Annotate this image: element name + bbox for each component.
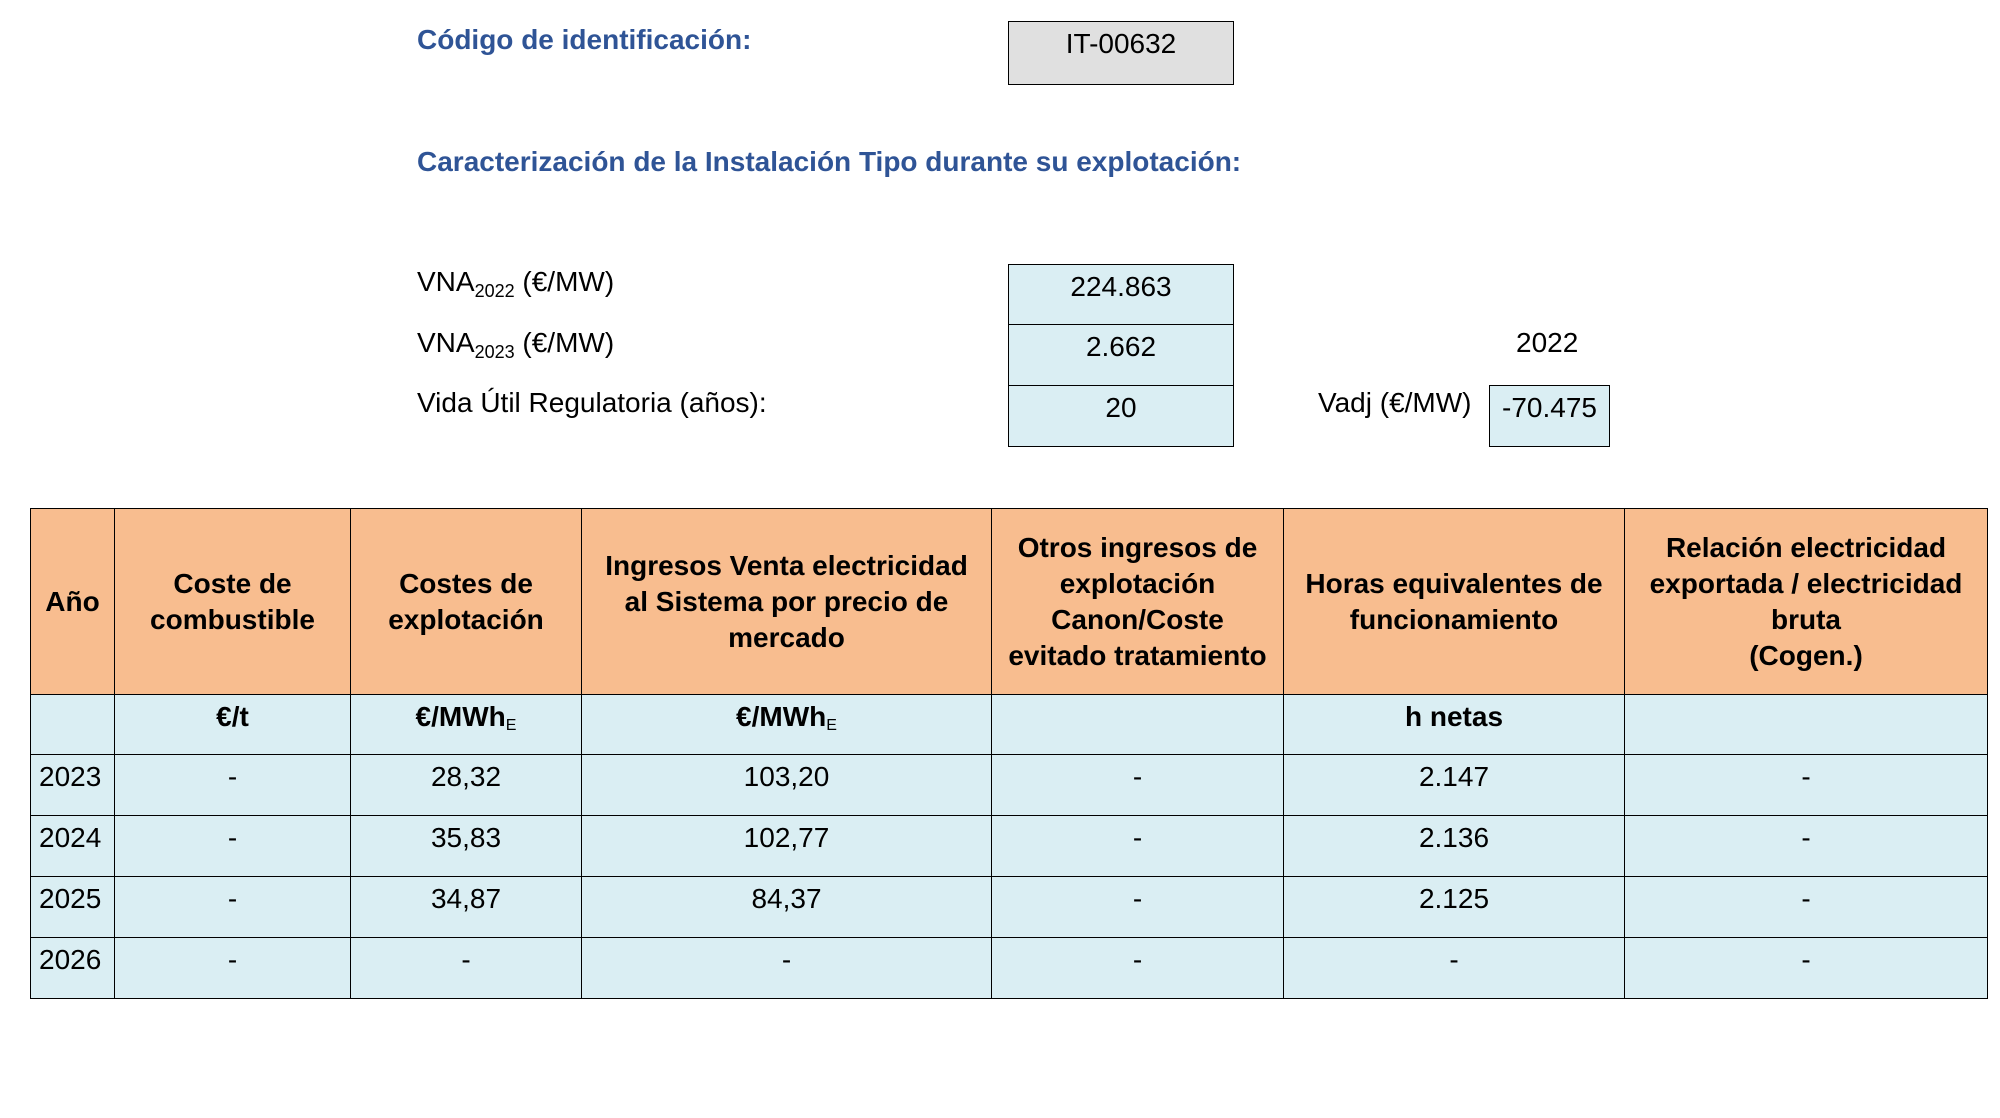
vna2023-value: 2.662 xyxy=(1008,324,1234,386)
unit-ano xyxy=(31,695,115,755)
cell-otros: - xyxy=(992,877,1284,938)
cell-horas: 2.136 xyxy=(1284,816,1625,877)
cell-ingresos: 84,37 xyxy=(582,877,992,938)
cell-horas: - xyxy=(1284,938,1625,999)
units-row xyxy=(31,695,1988,755)
cell-combustible: - xyxy=(115,938,351,999)
unit-ingresos: €/MWh$_E$ xyxy=(582,695,992,755)
vadj-label: Vadj (€/MW) xyxy=(1318,387,1472,418)
vna2022-value: 224.863 xyxy=(1008,264,1234,325)
id-label: Código de identificación: xyxy=(417,24,752,55)
unit-otros xyxy=(992,695,1284,755)
unit-combustible: €/t xyxy=(115,695,351,755)
unit-horas: h netas xyxy=(1284,695,1625,755)
col-header-explotacion: Costes de explotación xyxy=(351,509,582,695)
cell-horas: 2.147 xyxy=(1284,755,1625,816)
table-row xyxy=(31,816,1988,877)
vadj-year: 2022 xyxy=(1516,327,1579,358)
cell-year: 2023 xyxy=(31,755,115,816)
cell-relacion: - xyxy=(1625,877,1988,938)
cell-combustible: - xyxy=(115,816,351,877)
col-header-horas: Horas equivalentes de funcionamiento xyxy=(1284,509,1625,695)
vna2023-label: $VNA_{2023}$ (€/MW) xyxy=(417,327,615,362)
vadj-value: -70.475 xyxy=(1489,385,1610,447)
explotacion-table xyxy=(30,508,1988,999)
col-header-otros: Otros ingresos de explotación Canon/Coste evitado tratamiento xyxy=(992,509,1284,695)
unit-relacion xyxy=(1625,695,1988,755)
cell-otros: - xyxy=(992,755,1284,816)
cell-explotacion: 35,83 xyxy=(351,816,582,877)
vida-util-label: Vida Útil Regulatoria (años): xyxy=(417,387,767,418)
cell-ingresos: 103,20 xyxy=(582,755,992,816)
table-row xyxy=(31,877,1988,938)
vida-util-value: 20 xyxy=(1008,385,1234,447)
caracterizacion-title: Caracterización de la Instalación Tipo durante su explotación: xyxy=(417,146,1242,177)
vna2022-label: $VNA_{2022}$ (€/MW) xyxy=(417,266,615,301)
cell-relacion: - xyxy=(1625,755,1988,816)
cell-combustible: - xyxy=(115,877,351,938)
header-row xyxy=(31,509,1988,695)
table-row xyxy=(31,938,1988,999)
cell-year: 2026 xyxy=(31,938,115,999)
cell-horas: 2.125 xyxy=(1284,877,1625,938)
cell-relacion: - xyxy=(1625,816,1988,877)
col-header-relacion: Relación electricidad exportada / electricidad bruta (Cogen.) xyxy=(1625,509,1988,695)
cell-year: 2024 xyxy=(31,816,115,877)
cell-otros: - xyxy=(992,816,1284,877)
cell-otros: - xyxy=(992,938,1284,999)
col-header-ano: Año xyxy=(31,509,115,695)
cell-combustible: - xyxy=(115,755,351,816)
cell-explotacion: 28,32 xyxy=(351,755,582,816)
unit-explotacion: €/MWh$_E$ xyxy=(351,695,582,755)
table-row xyxy=(31,755,1988,816)
cell-ingresos: - xyxy=(582,938,992,999)
id-value-box: IT-00632 xyxy=(1008,21,1234,85)
cell-explotacion: 34,87 xyxy=(351,877,582,938)
col-header-ingresos: Ingresos Venta electricidad al Sistema por precio de mercado xyxy=(582,509,992,695)
cell-ingresos: 102,77 xyxy=(582,816,992,877)
cell-explotacion: - xyxy=(351,938,582,999)
col-header-combustible: Coste de combustible xyxy=(115,509,351,695)
cell-year: 2025 xyxy=(31,877,115,938)
cell-relacion: - xyxy=(1625,938,1988,999)
